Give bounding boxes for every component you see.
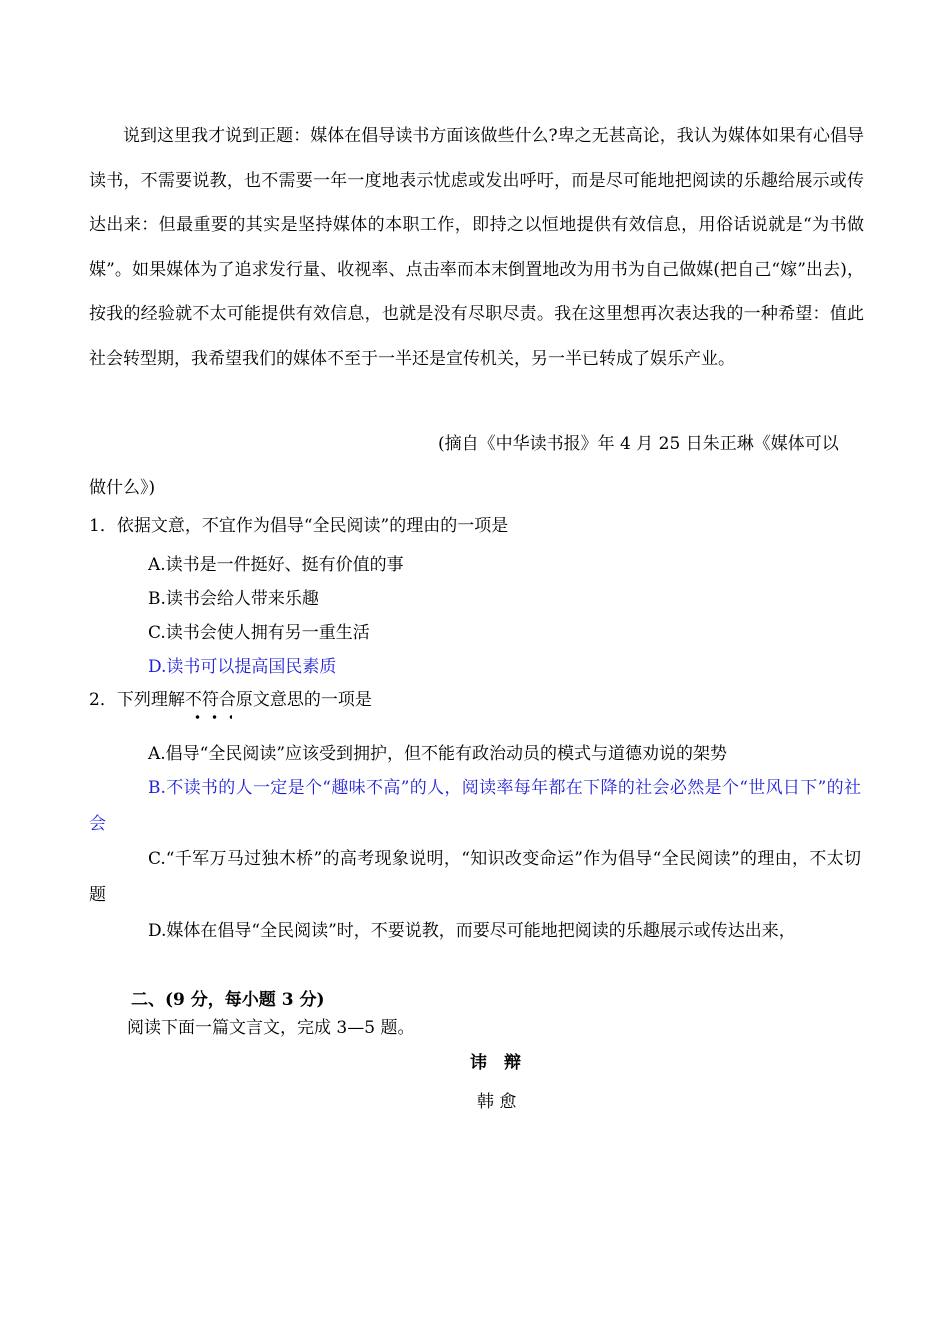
passage-paragraph: 说到这里我才说到正题：媒体在倡导读书方面该做些什么?卑之无甚高论，我认为媒体如果有心倡导读书，不需要说教，也不需要一年一度地表示忧虑或发出呼吁，而是尽可能地把阅读的乐趣给展示或传达出来：但最重要的其实是坚持媒体的本职工作，即持之以恒地提供有效信息，用俗话说就是“为书做媒”。如果媒体为了追求发行量、收视率、点击率而本末倒置地改为用书为自己做媒(把自己“嫁”出去)，按我的经验就不太可能提供有效信息，也就是没有尽职尽责。我在这里想再次表达我的一种希望：值此社会转型期，我希望我们的媒体不至于一半还是宣传机关，另一半已转成了娱乐产业。 [89, 126, 864, 369]
classical-text-author: 韩 愈 [477, 1092, 517, 1112]
question-2-option-d: D.媒体在倡导“全民阅读”时，不要说教，而要尽可能地把阅读的乐趣展示或传达出来， [148, 921, 796, 941]
question-1-stem: 1．依据文意，不宜作为倡导“全民阅读”的理由的一项是 [89, 516, 509, 536]
stem-prefix: 2．下列理解 [89, 690, 185, 710]
question-1-option-d-answer: D.读书可以提高国民素质 [148, 657, 337, 677]
question-1-option-b: B.读书会给人带来乐趣 [148, 589, 319, 609]
section-2-heading: 二、(9 分，每小题 3 分) [131, 990, 325, 1010]
question-2-option-a: A.倡导“全民阅读”应该受到拥护，但不能有政治动员的模式与道德劝说的架势 [148, 744, 728, 764]
stem-suffix: 原文意思的一项是 [235, 690, 372, 710]
classical-text-title: 讳 辩 [470, 1053, 521, 1073]
section-2-instruction: 阅读下面一篇文言文，完成 3—5 题。 [127, 1018, 415, 1038]
emphasis-dotted-text: 不符合 [184, 690, 236, 710]
question-2-option-c: C.“千军万马过独木桥”的高考现象说明，“知识改变命运”作为倡导“全民阅读”的理由，不太切题 [89, 849, 861, 905]
question-1-option-a: A.读书是一件挺好、挺有价值的事 [148, 555, 404, 575]
question-1-option-c: C.读书会使人拥有另一重生活 [148, 623, 370, 643]
source-citation-line2: 做什么》) [89, 478, 156, 498]
question-2-stem [89, 688, 372, 712]
question-2-option-b-answer: B.不读书的人一定是个“趣味不高”的人，阅读率每年都在下降的社会必然是个“世风日下”的社会 [89, 778, 861, 834]
source-citation-line1: (摘自《中华读书报》年 4 月 25 日朱正琳《媒体可以 [438, 434, 839, 454]
